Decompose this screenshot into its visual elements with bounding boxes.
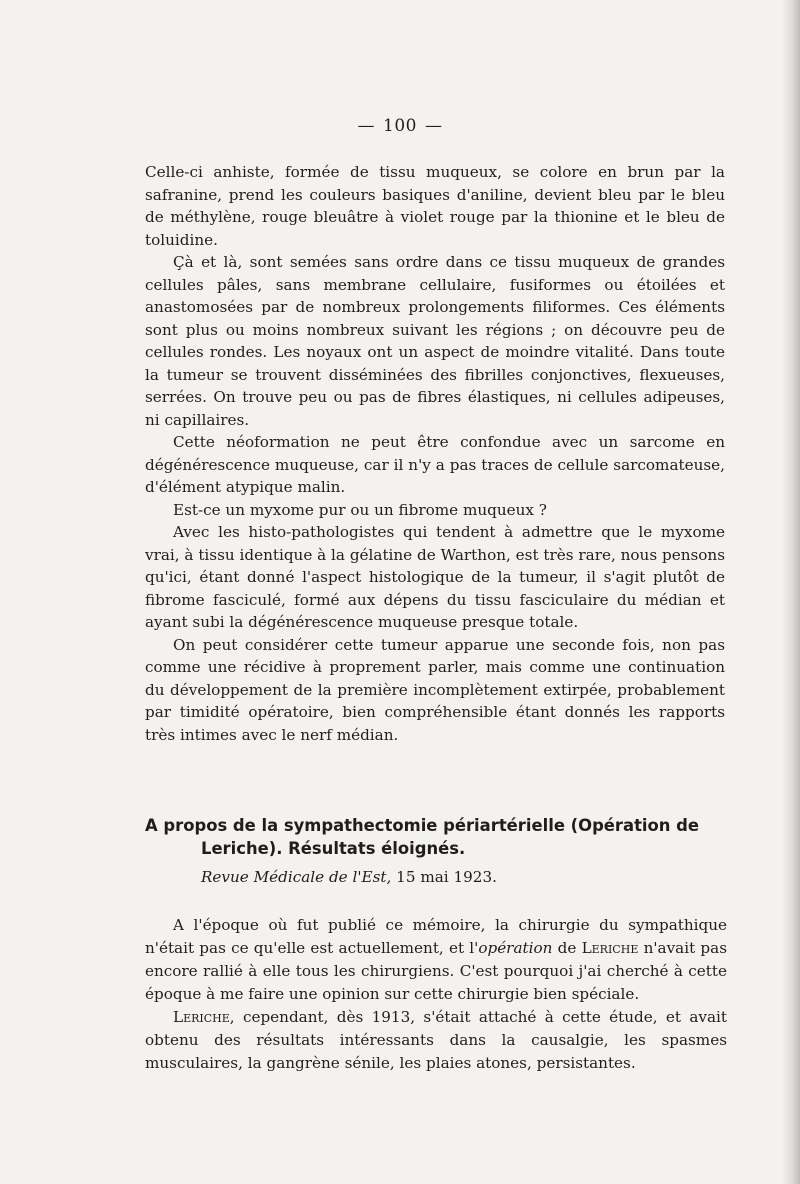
paragraph-epoque-italic: opération <box>478 939 553 957</box>
article-title-line1: A propos de la sympathectomie périartérielle (Opération de <box>145 816 700 835</box>
author-name-leriche-2: Leriche <box>173 1008 230 1026</box>
paragraph-question: Est-ce un myxome pur ou un fibrome muqueux ? <box>173 500 547 519</box>
article-title-line2: Leriche). Résultats éloignés. <box>201 839 466 858</box>
paragraph-leriche <box>145 1006 727 1075</box>
article-source <box>201 866 497 888</box>
page-number-dash-left: — <box>357 116 376 136</box>
paragraph-myxome: Avec les histo-pathologistes qui tendent à admettre que le myxome vrai, à tissu identique à la gélatine de Warthon, est très rare, nous pensons qu'ici, étant donné l'aspect histologique de la tumeur, il s'agit plutôt de fibrome fasciculé, formé aux dépens du tissu fasciculaire du médian et ayant subi la dégénérescence muqueuse presque totale. <box>145 523 725 631</box>
page-number: 100 <box>383 116 417 136</box>
article-heading <box>145 814 730 860</box>
page-edge-shadow <box>782 0 800 1184</box>
paragraph-epoque-text-3: n'avait pas encore rallié à elle tous les chirurgiens. C'est pourquoi j'ai cherché à cette époque à me faire une opinion sur cette chirurgie bien spéciale. <box>145 939 727 1003</box>
paragraph-epoque-text-1: A l'époque où fut publié ce mémoire, la chirurgie du sympathique n'était pas ce qu'elle est actuellement, et l' <box>145 916 727 957</box>
paragraph-leriche-text: , cependant, dès 1913, s'était attaché à cette étude, et avait obtenu des résultats intéressants dans la causalgie, les spasmes musculaires, la gangrène sénile, les plaies atones, persistantes. <box>145 1008 727 1072</box>
journal-name: Revue Médicale de l'Est, <box>201 868 392 886</box>
paragraph-epoque <box>145 914 727 1006</box>
paragraph-neoformation: Cette néoformation ne peut être confondue avec un sarcome en dégénérescence muqueuse, car il n'y a pas traces de cellule sarcomateuse, d'élément atypique malin. <box>145 433 725 496</box>
paragraph-epoque-text-2: de <box>552 939 582 957</box>
page-number-dash-right: — <box>424 116 443 136</box>
author-name-leriche: Leriche <box>581 939 639 957</box>
body-text-second-section <box>145 914 727 1075</box>
body-text-first-section <box>145 161 725 746</box>
publication-date: 15 mai 1923. <box>396 868 497 886</box>
paragraph-tumeur: On peut considérer cette tumeur apparue une seconde fois, non pas comme une récidive à proprement parler, mais comme une continuation du développement de la première incomplètement extirpée, probablement par timidité opératoire, bien compréhensible étant donnés les rapports très intimes avec le nerf médian. <box>145 635 725 744</box>
paragraph-staining: Celle-ci anhiste, formée de tissu muqueux, se colore en brun par la safranine, prend les couleurs basiques d'aniline, devient bleu par le bleu de méthylène, rouge bleuâtre à violet rouge par la thionine et le bleu de toluidine. <box>145 163 725 249</box>
paragraph-cells: Çà et là, sont semées sans ordre dans ce tissu muqueux de grandes cellules pâles, sans membrane cellulaire, fusiformes ou étoilées et anastomosées par de nombreux prolongements filiformes. Ces éléments sont plus ou moins nombreux suivant les régions ; on découvre peu de cellules rondes. Les noyaux ont un aspect de moindre vitalité. Dans toute la tumeur se trouvent disséminées des fibrilles conjonctives, flexueuses, serrées. On trouve peu ou pas de fibres élastiques, ni cellules adipeuses, ni capillaires. <box>145 253 725 429</box>
page-number-header <box>0 116 800 136</box>
